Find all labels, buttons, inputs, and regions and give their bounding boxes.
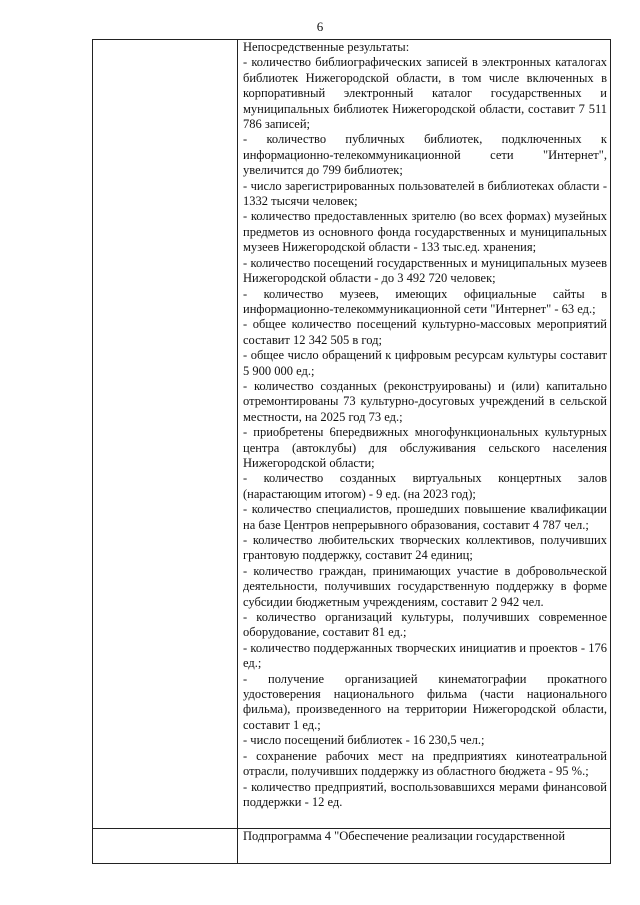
results-table: [92, 39, 611, 864]
result-item: - количество публичных библиотек, подключенных к информационно-телекоммуникационной сети "Интернет", увеличится до 799 библиотек;: [243, 132, 607, 178]
result-item: - количество музеев, имеющих официальные сайты в информационно-телекоммуникационной сети "Интернет" - 63 ед.;: [243, 286, 607, 316]
result-item: - число посещений библиотек - 16 230,5 чел.;: [243, 733, 485, 748]
result-item: - общее количество посещений культурно-массовых мероприятий составит 12 342 505 в год;: [243, 317, 607, 347]
result-item: - общее число обращений к цифровым ресурсам культуры составит 5 900 000 ед.;: [243, 348, 607, 378]
results-heading: Непосредственные результаты:: [243, 40, 410, 54]
result-item: - приобретены 6передвижных многофункциональных культурных центра (автоклубы) для обслуживания сельского населения Нижегородской области;: [243, 425, 607, 470]
result-item: - количество предприятий, воспользовавшихся мерами финансовой поддержки - 12 ед.: [243, 779, 607, 809]
table-row: [93, 40, 611, 829]
results-cell: [238, 40, 611, 829]
result-item: - количество библиографических записей в электронных каталогах библиотек Нижегородской области, в том числе включенных в корпоративный электронный каталог государственных и муниципальных библиотек Нижегородской области, составит 7 511 786 записей;: [243, 55, 607, 132]
result-item: - количество созданных виртуальных концертных залов (нарастающим итогом) - 9 ед. (на 2023 год);: [243, 471, 607, 501]
result-item: - количество поддержанных творческих инициатив и проектов - 176 ед.;: [243, 640, 607, 671]
result-item: - количество любительских творческих коллективов, получивших грантовую поддержку, составит 24 единиц;: [243, 533, 607, 563]
results-text: [243, 40, 607, 810]
page-number: 6: [316, 19, 324, 34]
result-item: - количество предоставленных зрителю (во всех формах) музейных предметов из основного фонда государственных и муниципальных музеев Нижегородской области - 133 тыс.ед. хранения;: [243, 209, 607, 255]
subprogram-cell: [238, 829, 611, 864]
result-item: - число зарегистрированных пользователей в библиотеках области - 1332 тысячи человек;: [243, 178, 607, 209]
table-row: [93, 829, 611, 864]
left-cell: [93, 829, 238, 864]
subprogram-title: Подпрограмма 4 "Обеспечение реализации государственной: [243, 829, 566, 843]
result-item: - количество специалистов, прошедших повышение квалификации на базе Центров непрерывного образования, составит 4 787 чел.;: [243, 502, 607, 532]
result-item: - получение организацией кинематографии прокатного удостоверения национального фильма (части национального фильма), произведенного на территории Нижегородской области, составит 1 ед.;: [243, 671, 607, 732]
result-item: - сохранение рабочих мест на предприятиях кинотеатральной отрасли, получивших поддержку из областного бюджета - 95 %.;: [243, 748, 607, 779]
result-item: - количество организаций культуры, получивших современное оборудование, составит 81 ед.;: [243, 610, 607, 640]
result-item: - количество граждан, принимающих участие в добровольческой деятельности, получивших государственную поддержку в форме субсидии бюджетным учреждениям, составит 2 942 чел.: [243, 563, 607, 609]
result-item: - количество созданных (реконструированы) и (или) капитально отремонтированы 73 культурно-досуговых учреждений в сельской местности, на 2025 год 73 ед.;: [243, 378, 607, 424]
result-item: - количество посещений государственных и муниципальных музеев Нижегородской области - до 3 492 720 человек;: [243, 255, 607, 286]
left-cell: [93, 40, 238, 829]
